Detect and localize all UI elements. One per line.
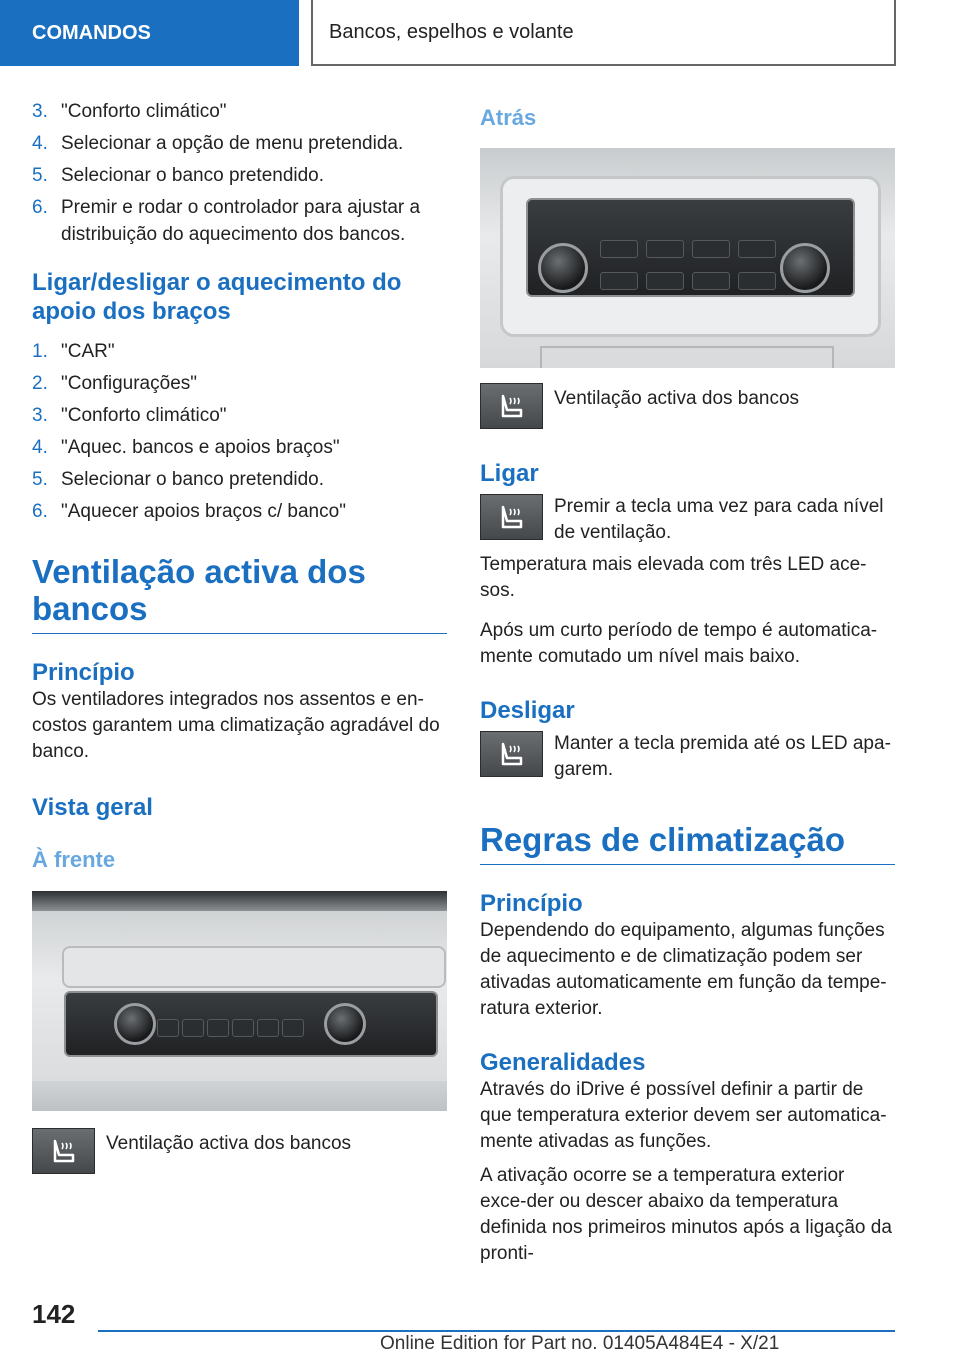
rear-icon-row (480, 383, 895, 429)
steps-list-armrest (32, 338, 447, 525)
right-column (480, 98, 895, 1267)
page-number: 142 (32, 1299, 76, 1329)
seat-ventilation-icon (480, 494, 543, 540)
rear-icon-caption: Ventilação activa dos bancos (554, 388, 800, 409)
front-icon-caption: Ventilação activa dos bancos (106, 1133, 352, 1154)
step-text: "Conforto climático" (61, 101, 227, 122)
chapter-tab[interactable] (0, 0, 299, 66)
rear-console-photo (480, 148, 895, 368)
armrest-heading: Ligar/desligar o aquecimento do apoio dos braços (32, 269, 402, 325)
step-text: Selecionar o banco pretendido. (61, 165, 325, 186)
seat-ventilation-icon (480, 731, 543, 777)
step-number: 3. (32, 405, 48, 426)
step-number: 2. (32, 373, 48, 394)
step-number: 6. (32, 501, 48, 522)
general-text-1: Através do iDrive é possível definir a partir de que temperatura exterior devem ser automatica-mente ativadas as funções. (480, 1079, 887, 1152)
off-icon-row (480, 731, 895, 783)
list-item (32, 338, 447, 365)
left-column (32, 98, 447, 1174)
on-text-auto: Após um curto período de tempo é automatica-mente comutado um nível mais baixo. (480, 620, 878, 667)
step-text: Premir e rodar o controlador para ajustar a distribuição do aquecimento dos bancos. (61, 197, 421, 245)
front-console-photo (32, 891, 447, 1111)
general-text-2: A ativação ocorre se a temperatura exterior exce-der ou descer abaixo da temperatura definida nos primeiros minutos após a ligação da pronti- (480, 1165, 892, 1264)
list-item (32, 130, 447, 157)
list-item (32, 98, 447, 125)
step-number: 4. (32, 133, 48, 154)
step-text: "Aquec. bancos e apoios braços" (61, 437, 340, 458)
off-heading: Desligar (480, 697, 575, 724)
front-heading: À frente (32, 847, 116, 872)
principle-heading-climate: Princípio (480, 890, 583, 917)
on-instruction: Premir a tecla uma vez para cada nível de ventilação. (554, 496, 884, 543)
list-item (32, 434, 447, 461)
step-text: Selecionar o banco pretendido. (61, 469, 325, 490)
step-text: "CAR" (61, 341, 115, 362)
climate-rules-title: Regras de climatização (480, 821, 895, 865)
step-number: 6. (32, 197, 48, 218)
on-heading: Ligar (480, 460, 539, 487)
section-header (311, 0, 896, 66)
step-text: Selecionar a opção de menu pretendida. (61, 133, 404, 154)
principle-heading: Princípio (32, 659, 135, 686)
step-text: "Aquecer apoios braços c/ banco" (61, 501, 346, 522)
ventilation-section-title: Ventilação activa dos bancos (32, 553, 447, 634)
step-number: 1. (32, 341, 48, 362)
overview-heading: Vista geral (32, 794, 153, 821)
front-icon-row (32, 1128, 447, 1174)
seat-ventilation-icon (480, 383, 543, 429)
list-item (32, 498, 447, 525)
list-item (32, 402, 447, 429)
principle-text-climate: Dependendo do equipamento, algumas funções de aquecimento e de climatização podem ser ativadas automaticamente em função da tempe-ratura exterior. (480, 920, 887, 1019)
section-title: Bancos, espelhos e volante (329, 20, 574, 43)
step-number: 5. (32, 165, 48, 186)
steps-list-climate (32, 98, 447, 248)
list-item (32, 370, 447, 397)
rear-heading: Atrás (480, 105, 537, 130)
list-item (32, 466, 447, 493)
seat-ventilation-icon (32, 1128, 95, 1174)
step-text: "Configurações" (61, 373, 198, 394)
step-number: 4. (32, 437, 48, 458)
chapter-label: COMANDOS (32, 21, 151, 44)
on-icon-row (480, 494, 895, 546)
on-text-led: Temperatura mais elevada com três LED ace-sos. (480, 554, 867, 601)
principle-text: Os ventiladores integrados nos assentos e en-costos garantem uma climatização agradável do banco. (32, 689, 440, 762)
list-item (32, 194, 447, 248)
edition-link[interactable]: Online Edition for Part no. 01405A484E4 - X/21 (380, 1333, 780, 1354)
step-number: 5. (32, 469, 48, 490)
list-item (32, 162, 447, 189)
general-heading: Generalidades (480, 1049, 646, 1076)
off-instruction: Manter a tecla premida até os LED apa-garem. (554, 733, 891, 780)
step-number: 3. (32, 101, 48, 122)
footer-divider (98, 1330, 895, 1332)
step-text: "Conforto climático" (61, 405, 227, 426)
